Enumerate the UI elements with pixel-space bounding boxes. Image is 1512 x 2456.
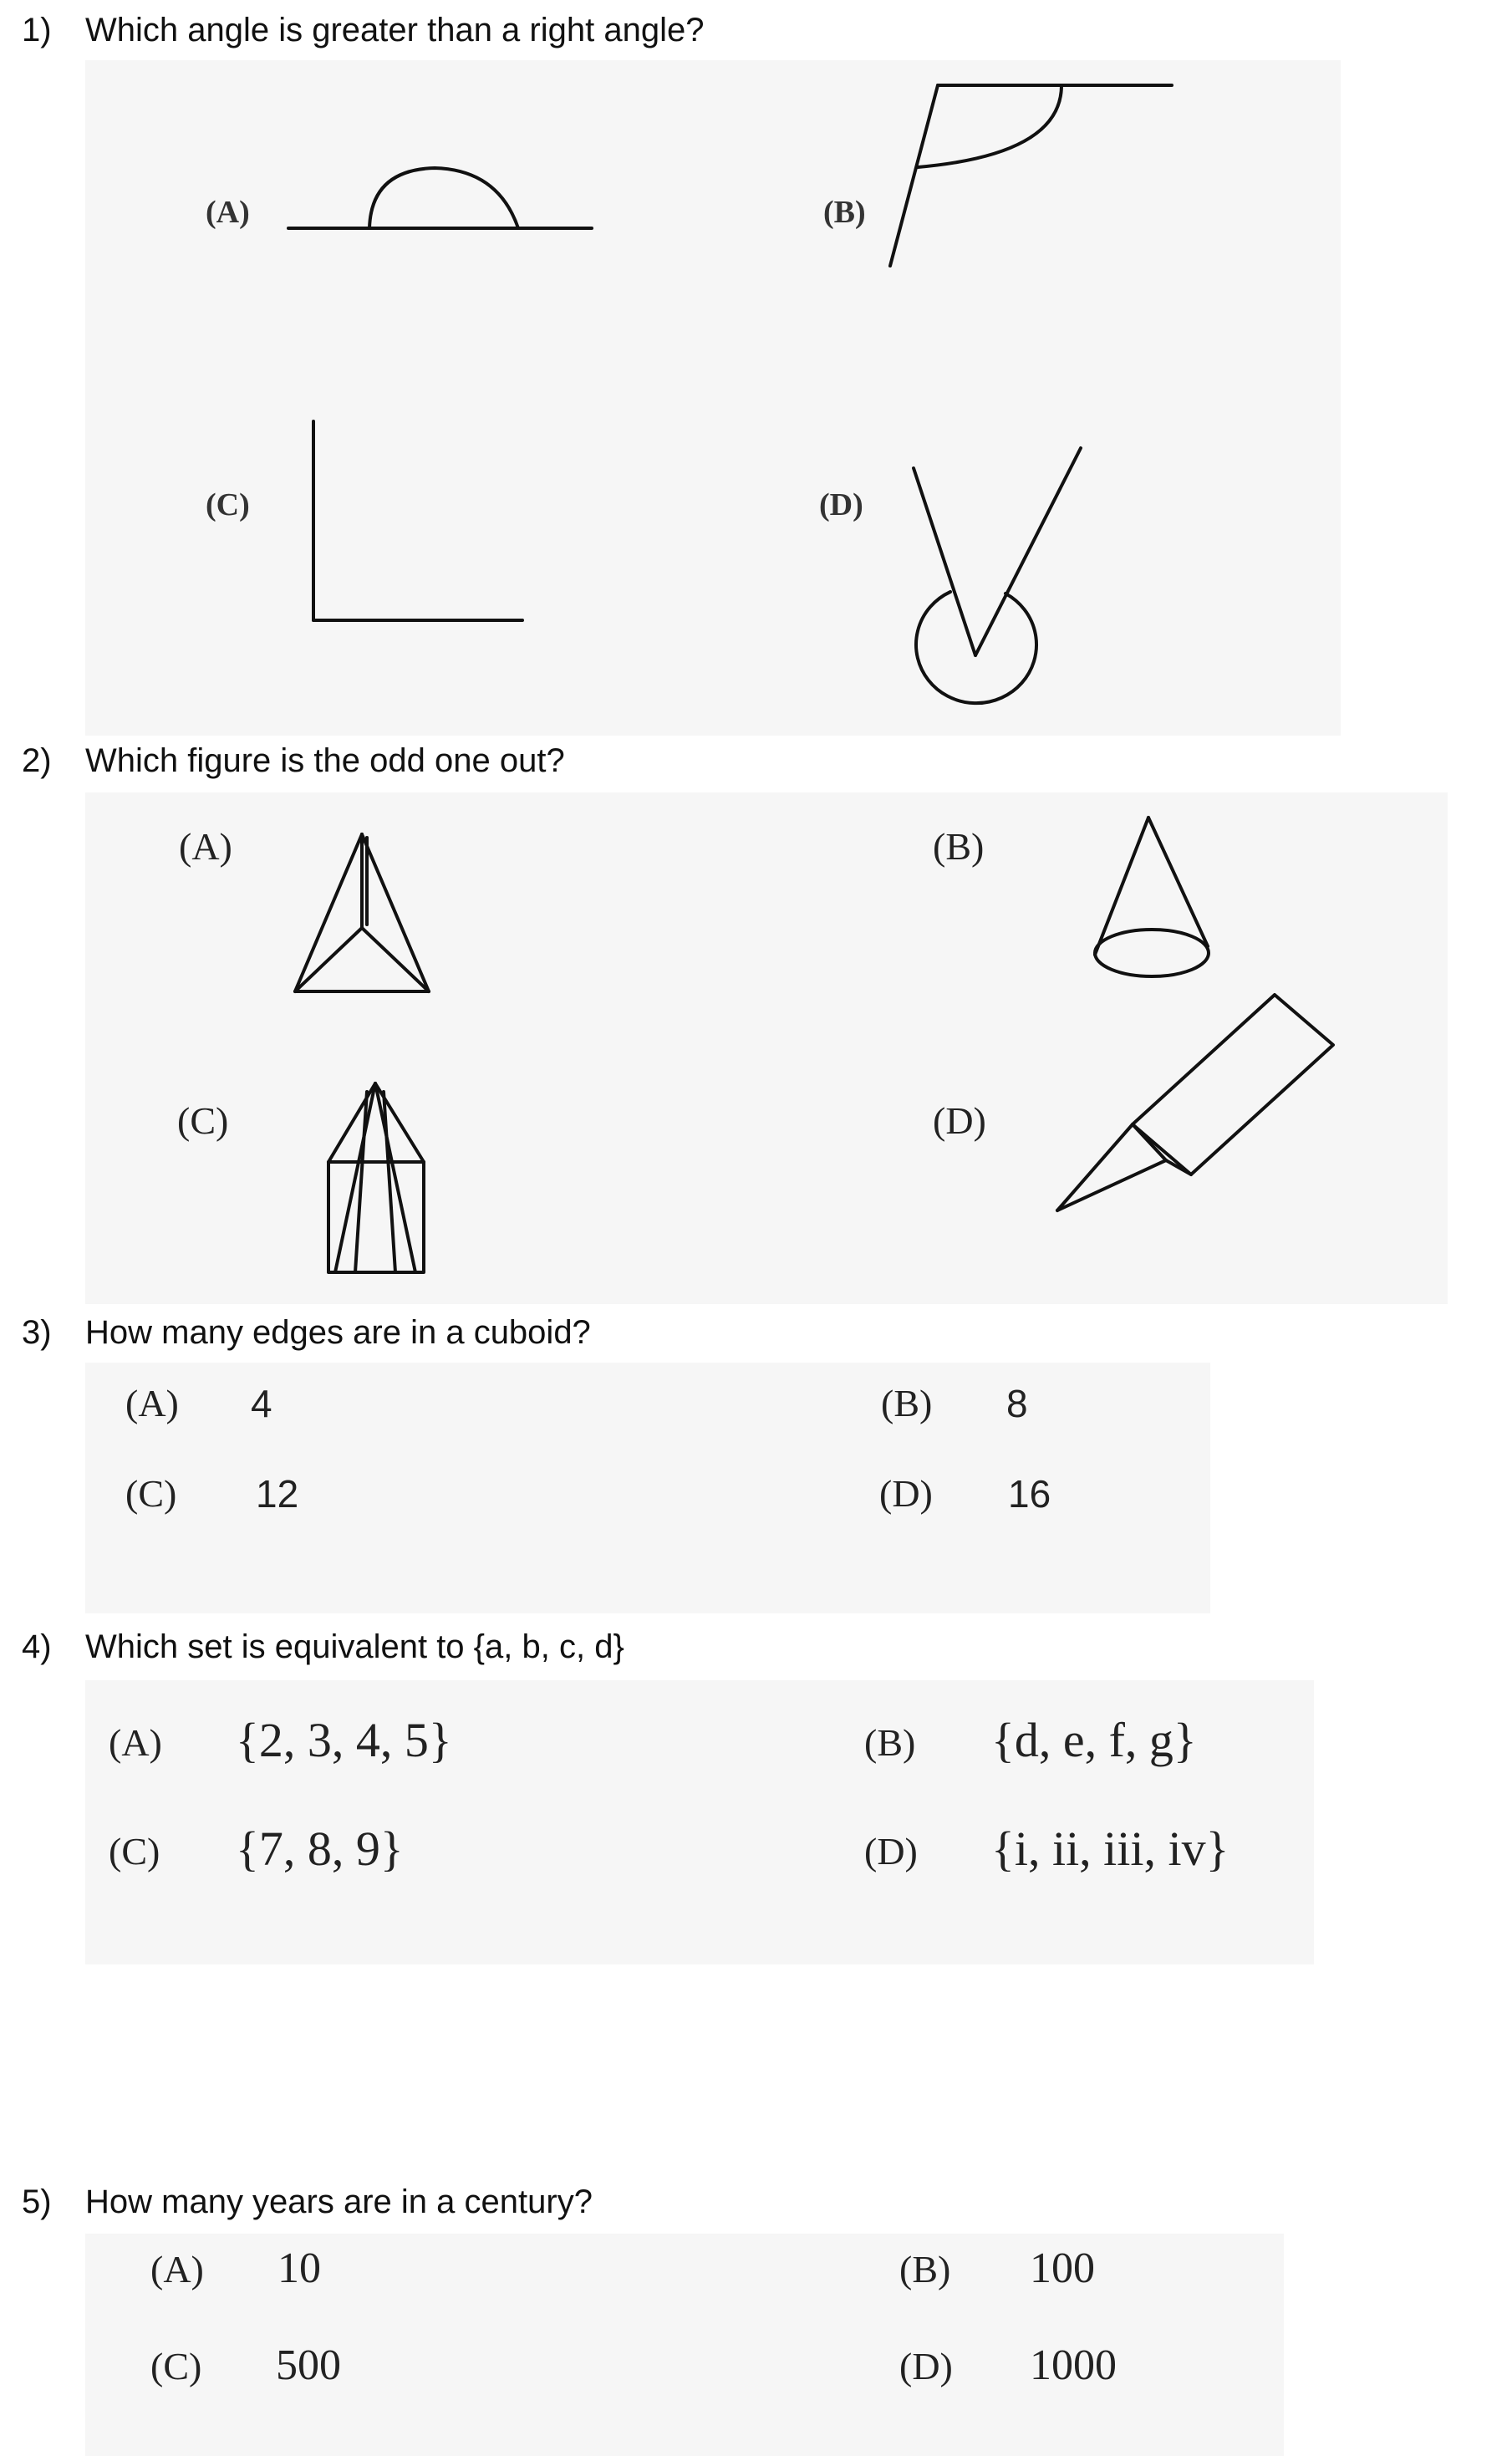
option-value: 1000 bbox=[1030, 2341, 1117, 2389]
option-letter: (A) bbox=[179, 825, 232, 868]
square-pyramid-figure bbox=[322, 1078, 430, 1279]
option-letter: (D) bbox=[899, 2345, 953, 2387]
option-value: 16 bbox=[1008, 1472, 1051, 1516]
question-2 bbox=[22, 742, 565, 780]
question-4 bbox=[22, 1628, 624, 1666]
cone-figure bbox=[1087, 811, 1229, 986]
option-letter: (B) bbox=[933, 825, 985, 868]
option-value: {d, e, f, g} bbox=[991, 1713, 1197, 1767]
option-letter: (C) bbox=[125, 1472, 177, 1515]
option-value: 12 bbox=[256, 1472, 299, 1516]
question-5 bbox=[22, 2183, 593, 2221]
option-letter: (C) bbox=[150, 2345, 202, 2387]
question-3 bbox=[22, 1314, 591, 1352]
question-number: 3) bbox=[22, 1314, 52, 1351]
question-text: How many years are in a century? bbox=[85, 2183, 593, 2220]
triangular-pyramid-figure bbox=[288, 828, 439, 1003]
question-number: 2) bbox=[22, 742, 52, 779]
reflex-v-angle-figure bbox=[899, 443, 1091, 711]
option-letter: (B) bbox=[881, 1382, 933, 1424]
right-angle-figure bbox=[305, 416, 529, 625]
question-number: 5) bbox=[22, 2183, 52, 2220]
question-text: Which angle is greater than a right angle? bbox=[85, 12, 705, 48]
question-number: 4) bbox=[22, 1628, 52, 1665]
option-value: {7, 8, 9} bbox=[236, 1822, 404, 1876]
option-value: 10 bbox=[277, 2245, 321, 2292]
option-letter: (C) bbox=[177, 1099, 229, 1142]
question-text: Which set is equivalent to {a, b, c, d} bbox=[85, 1628, 624, 1665]
option-letter: (B) bbox=[823, 195, 866, 230]
question-text: How many edges are in a cuboid? bbox=[85, 1314, 591, 1351]
option-value: 500 bbox=[276, 2341, 341, 2389]
option-value: {i, ii, iii, iv} bbox=[991, 1822, 1229, 1876]
option-letter: (D) bbox=[879, 1472, 933, 1515]
question-1 bbox=[22, 12, 704, 49]
option-letter: (B) bbox=[864, 1721, 916, 1764]
option-value: {2, 3, 4, 5} bbox=[236, 1713, 452, 1767]
pencil-figure bbox=[1049, 986, 1350, 1220]
question-number: 1) bbox=[22, 12, 52, 48]
option-value: 100 bbox=[1030, 2245, 1095, 2292]
option-letter: (A) bbox=[206, 195, 250, 230]
option-value: 4 bbox=[251, 1382, 272, 1425]
option-letter: (B) bbox=[899, 2248, 951, 2290]
obtuse-angle-figure bbox=[878, 75, 1179, 276]
question-text: Which figure is the odd one out? bbox=[85, 742, 565, 779]
option-letter: (C) bbox=[206, 487, 250, 522]
option-letter: (D) bbox=[933, 1099, 986, 1142]
option-letter: (A) bbox=[150, 2248, 204, 2290]
option-letter: (A) bbox=[109, 1721, 162, 1764]
semicircle-angle-figure bbox=[284, 155, 602, 238]
option-value: 8 bbox=[1006, 1382, 1028, 1425]
option-letter: (C) bbox=[109, 1830, 160, 1873]
option-letter: (D) bbox=[864, 1830, 918, 1873]
option-letter: (D) bbox=[819, 487, 863, 522]
option-letter: (A) bbox=[125, 1382, 179, 1424]
